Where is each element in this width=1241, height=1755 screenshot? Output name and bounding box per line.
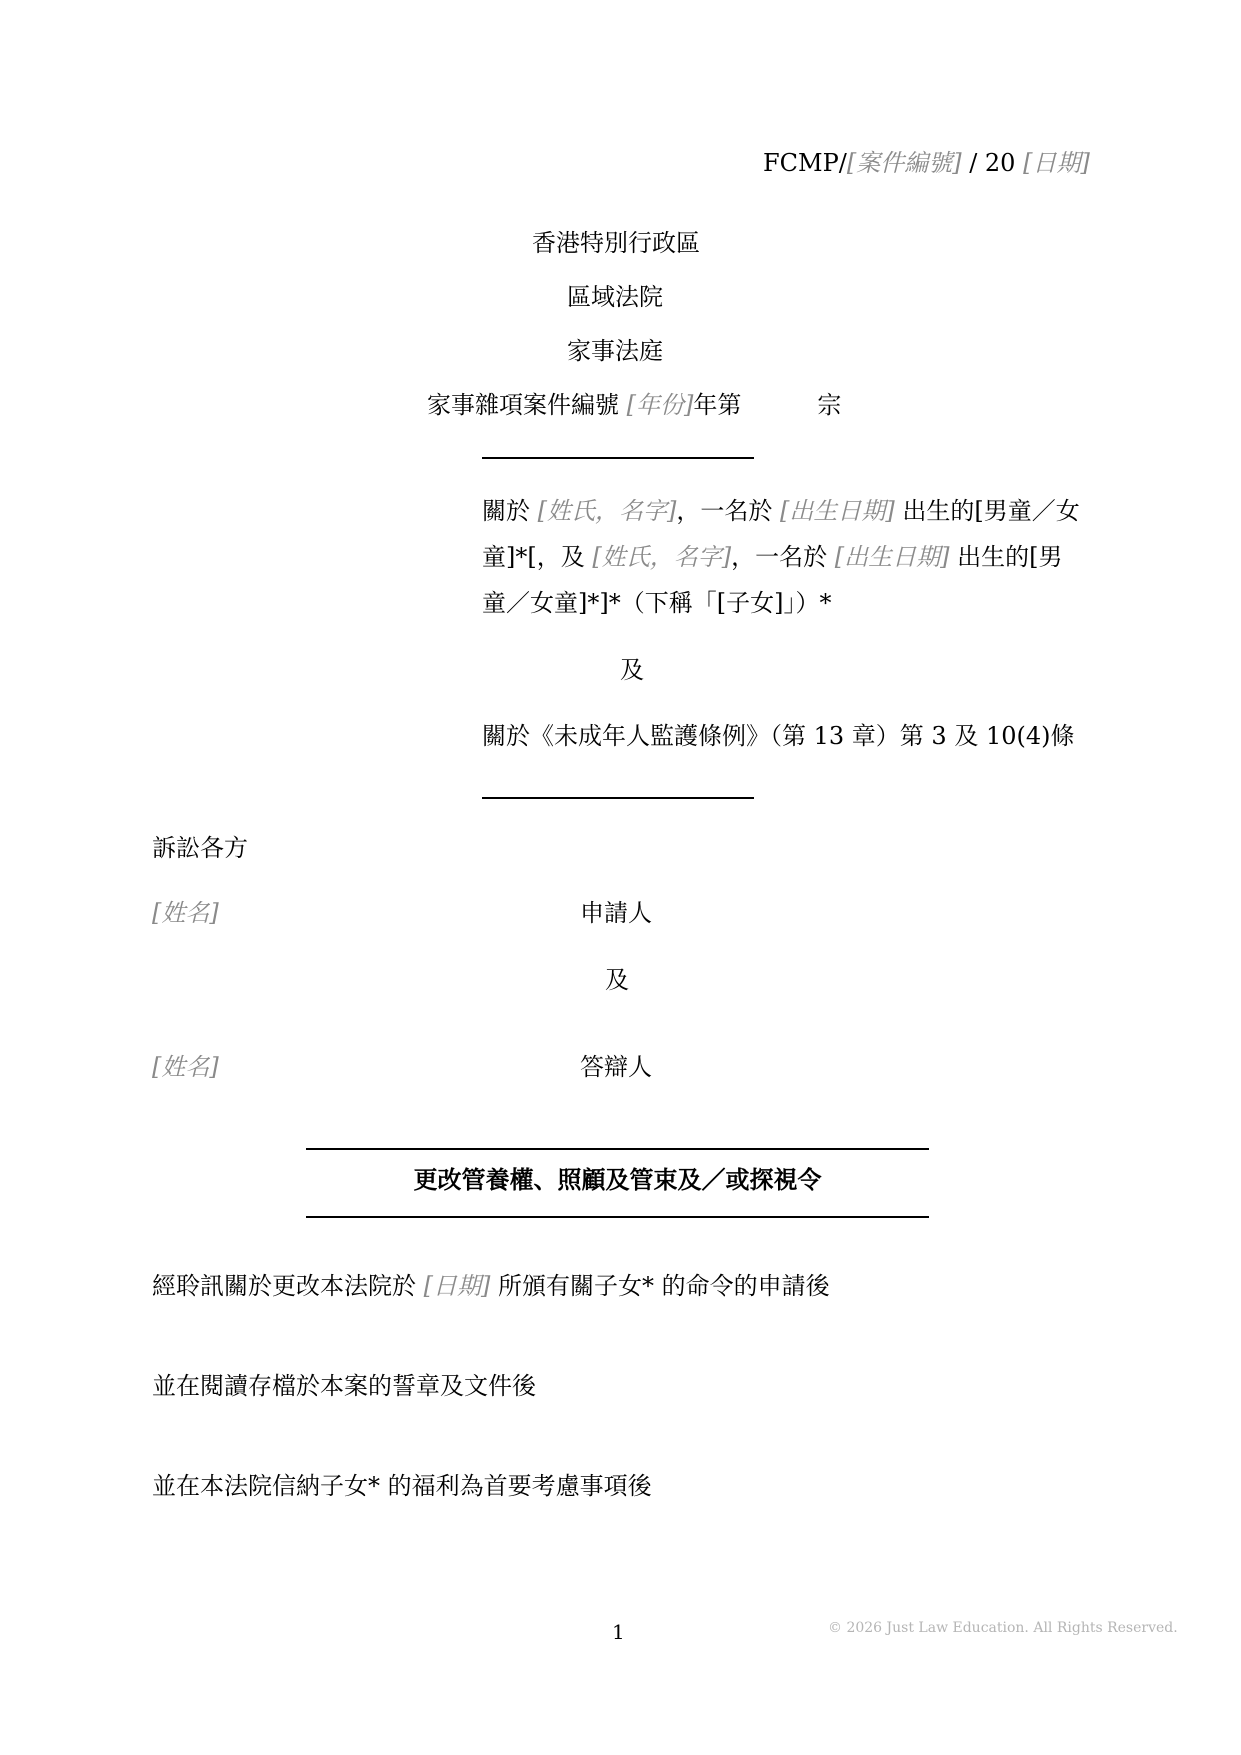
court-region: 香港特別行政區 — [532, 229, 700, 257]
copyright-notice: © 2026 Just Law Education. All Rights Reserved. — [828, 1620, 1178, 1636]
child-name-placeholder: [姓氏，名字] — [537, 497, 677, 525]
matter-text-5: 出生的[男童／女童]*]*（下稱「[子女]」）* — [482, 543, 1063, 617]
applicant-name-placeholder: [姓名] — [152, 899, 219, 927]
recital-1-text-b: 所頒有關子女* 的命令的申請後 — [498, 1272, 830, 1300]
parties-and: 及 — [605, 966, 629, 994]
applicant-label: 申請人 — [580, 899, 652, 927]
recital-1-text-a: 經聆訊關於更改本法院於 — [152, 1272, 416, 1300]
title-rule-bottom — [306, 1216, 929, 1218]
year-placeholder: [年份] — [626, 391, 694, 419]
matter-text-3: 出生的[男童／女童]*[，及 — [482, 497, 1080, 571]
matter-text-1: 關於 — [482, 497, 530, 525]
court-name: 區域法院 — [567, 283, 663, 311]
recital-2: 並在閱讀存檔於本案的誓章及文件後 — [152, 1372, 536, 1400]
respondent-label: 答辯人 — [580, 1053, 652, 1081]
parties-heading: 訴訟各方 — [152, 834, 248, 862]
matter-paragraph — [482, 488, 1082, 626]
child2-name-placeholder: [姓氏，名字] — [592, 543, 732, 571]
page-number: 1 — [612, 1620, 625, 1644]
case-number-placeholder: [案件編號] — [846, 149, 962, 177]
case-ref-mid: / 20 — [961, 149, 1016, 177]
ordinance-line: 關於《未成年人監護條例》（第 13 章）第 3 及 10(4)條 — [482, 722, 1075, 750]
case-number-line — [427, 390, 841, 420]
case-date-placeholder: [日期] — [1023, 149, 1090, 177]
recital-1 — [152, 1271, 830, 1301]
child2-dob-placeholder: [出生日期] — [834, 543, 950, 571]
matter-text-4: ，一名於 — [731, 543, 828, 571]
case-line-end: 宗 — [817, 391, 842, 419]
recital-3: 並在本法院信納子女* 的福利為首要考慮事項後 — [152, 1472, 652, 1500]
case-line-mid: 年第 — [693, 391, 742, 419]
divider-top — [482, 457, 754, 459]
respondent-name-placeholder: [姓名] — [152, 1053, 219, 1081]
order-title: 更改管養權、照顧及管束及／或探視令 — [413, 1165, 822, 1194]
title-rule-top — [306, 1148, 929, 1150]
case-ref-prefix: FCMP/ — [763, 149, 847, 177]
and-connector: 及 — [620, 656, 644, 684]
case-line-pre: 家事雜項案件編號 — [427, 391, 619, 419]
divider-middle — [482, 797, 754, 799]
court-division: 家事法庭 — [567, 337, 663, 365]
child-dob-placeholder: [出生日期] — [780, 497, 895, 525]
matter-text-2: ，一名於 — [676, 497, 773, 525]
case-reference — [763, 148, 1090, 178]
order-date-placeholder: [日期] — [423, 1272, 491, 1300]
